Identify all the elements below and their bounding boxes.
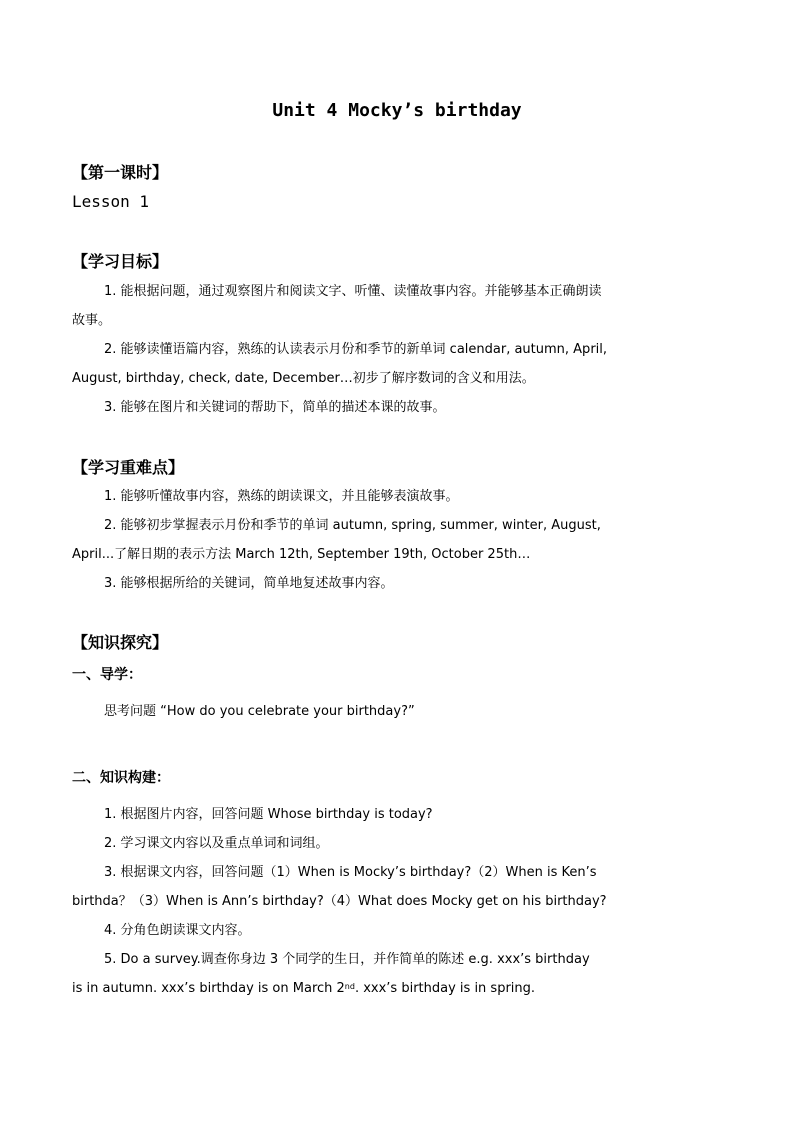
- objective-2a: 2. 能够读懂语篇内容，熟练的认读表示月份和季节的新单词 calendar, autumn, April,: [104, 342, 608, 357]
- build-item-4: 4. 分角色朗读课文内容。: [104, 923, 251, 938]
- lesson-label: Lesson 1: [72, 192, 150, 211]
- build-item-3a: 3. 根据课文内容，回答问题（1）When is Mocky’s birthday?（2）When is Ken’s: [104, 865, 597, 880]
- document-title: Unit 4 Mocky’s birthday: [272, 100, 522, 121]
- objectives-heading: 【学习目标】: [72, 252, 169, 271]
- build-item-2: 2. 学习课文内容以及重点单词和词组。: [104, 836, 329, 851]
- keypoint-2b: April...了解日期的表示方法 March 12th, September 19th, October 25th…: [72, 547, 531, 562]
- build-item-5b-pre: is in autumn. xxx’s birthday is on March 2: [72, 981, 345, 996]
- keypoint-1: 1. 能够听懂故事内容，熟练的朗读课文，并且能够表演故事。: [104, 489, 459, 504]
- build-item-5b-post: . xxx’s birthday is in spring.: [354, 981, 536, 996]
- lesson-period-heading: 【第一课时】: [72, 163, 169, 182]
- keypoint-2a: 2. 能够初步掌握表示月份和季节的单词 autumn, spring, summer, winter, August,: [104, 518, 601, 533]
- ordinal-suffix: nd: [344, 982, 355, 991]
- explore-heading: 【知识探究】: [72, 633, 169, 652]
- keypoint-3: 3. 能够根据所给的关键词，简单地复述故事内容。: [104, 576, 394, 591]
- build-item-5b: [72, 974, 722, 1003]
- build-list: [72, 800, 722, 1003]
- objective-1b: 故事。: [72, 313, 112, 328]
- build-item-3b: birthda？（3）When is Ann’s birthday?（4）What does Mocky get on his birthday?: [72, 894, 607, 909]
- keypoints-heading: 【学习重难点】: [72, 458, 185, 477]
- guide-text: 思考问题 “How do you celebrate your birthday?”: [104, 704, 415, 719]
- objectives-list: [72, 277, 722, 422]
- build-item-5a: 5. Do a survey.调查你身边 3 个同学的生日，并作简单的陈述 e.g. xxx’s birthday: [104, 952, 590, 967]
- guide-block: [72, 697, 722, 726]
- keypoints-list: [72, 482, 722, 598]
- build-heading: 二、知识构建：: [72, 770, 170, 786]
- objective-1a: 1. 能根据问题，通过观察图片和阅读文字、听懂、读懂故事内容。并能够基本正确朗读: [104, 284, 602, 299]
- build-item-1: 1. 根据图片内容，回答问题 Whose birthday is today?: [104, 807, 433, 822]
- guide-heading: 一、导学：: [72, 667, 142, 683]
- objective-2b: August, birthday, check, date, December…初步了解序数词的含义和用法。: [72, 371, 535, 386]
- objective-3: 3. 能够在图片和关键词的帮助下，简单的描述本课的故事。: [104, 400, 446, 415]
